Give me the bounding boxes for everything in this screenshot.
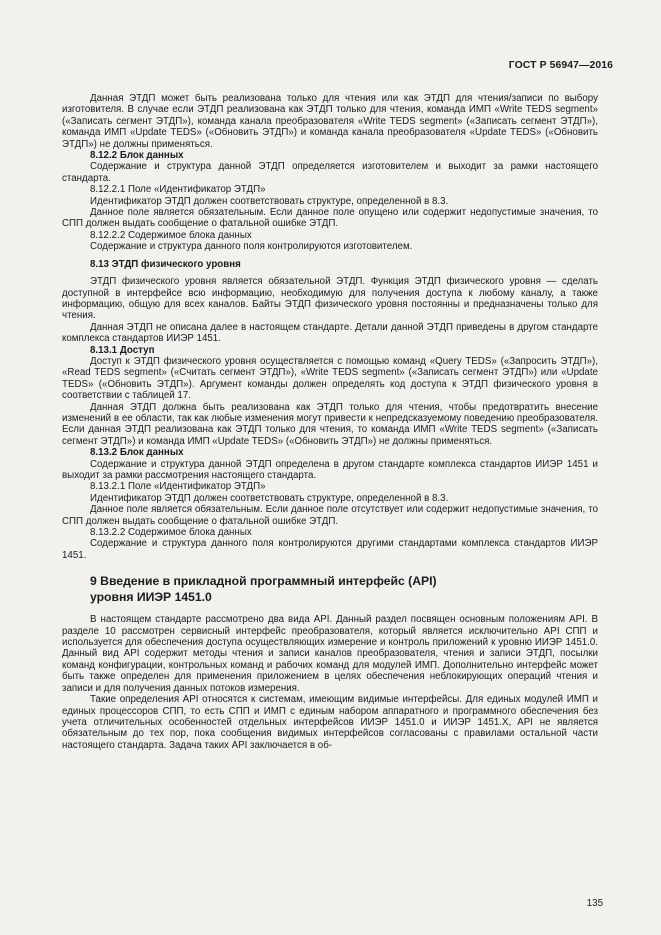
chapter-heading	[62, 573, 598, 605]
paragraph: Данная ЭТДП должна быть реализована как ЭТДП только для чтения, чтобы предотвратить внесение изменений в ее области, так как любые изменения могут привести к непредсказуемому поведению преобразователя. Если данная ЭТДП реализована как ЭТДП только для чтения, то команда ИМП «Write TEDS segment» («Записать сегмент ЭТДП») и команда ИМП «Update TEDS» («Обновить ЭТДП») не должны применяться.	[62, 401, 598, 447]
chapter-title-line1: 9 Введение в прикладной программный интерфейс (API)	[90, 574, 437, 589]
paragraph: В настоящем стандарте рассмотрено два вида API. Данный раздел посвящен основным положениям API. В разделе 10 рассмотрен сервисный интерфейс преобразователя, который является исключительно API СПП и используется для обеспечения доступа осуществляющих измерение и контроль приложений к уровню ИИЭР 1451.0. Данный вид API содержит методы чтения и записи каналов преобразователя, чтения и записи ЭТДП, посылки команд конфигурации, контрольных команд и рабочих команд для модулей ИМП. Дополнительно интерфейс может быть также определен для применения приложением в целях обеспечения неблокирующих операций чтения и записи и для получения данных потоков измерения.	[62, 614, 598, 694]
paragraph: ЭТДП физического уровня является обязательной ЭТДП. Функция ЭТДП физического уровня — сделать доступной в интерфейсе всю информацию, необходимую для получения доступа к любому каналу, а также информацию, общую для всех каналов. Байты ЭТДП физического уровня постоянны и предназначены только для чтения.	[62, 276, 598, 322]
paragraph: Данное поле является обязательным. Если данное поле отсутствует или содержит недопустимые значения, то СПП должен выдать сообщение о фатальной ошибке ЭТДП.	[62, 504, 598, 527]
page-number: 135	[586, 898, 603, 909]
paragraph: Данное поле является обязательным. Если данное поле опущено или содержит недопустимые значения, то СПП должен выдать сообщение о фатальной ошибке ЭТДП.	[62, 207, 598, 230]
paragraph: Доступ к ЭТДП физического уровня осуществляется с помощью команд «Query TEDS» («Запросить ЭТДП»), «Read TEDS segment» («Считать сегмент ЭТДП»), «Write TEDS segment» («Записать сегмент ЭТДП») или «Update TEDS» («Обновить ЭТДП»). Аргумент команды должен определять код доступа к ЭТДП физического уровня в соответствии с таблицей 17.	[62, 355, 598, 402]
section-heading: 8.13 ЭТДП физического уровня	[90, 258, 241, 270]
clause-heading: 8.12.2.2 Содержимое блока данных	[90, 229, 252, 241]
clause-heading: 8.13.2.1 Поле «Идентификатор ЭТДП»	[90, 481, 266, 493]
subsection-heading: 8.13.1 Доступ	[90, 344, 155, 356]
paragraph: Такие определения API относятся к системам, имеющим видимые интерфейсы. Для единых модулей ИМП и единых процессоров СПП, то есть СПП и ИМП с единым набором аппаратного и программного обеспечения без учета отличительных особенностей отдельных интерфейсов ИИЭР 1451.0 и ИИЭР 1451.X, API не является обязательным до тех пор, пока сообщения видимых интерфейсов согласованы с правилами остальной части настоящего стандарта. Задача таких API заключается в об-	[62, 694, 598, 751]
chapter-title-line2: уровня ИИЭР 1451.0	[90, 590, 212, 605]
paragraph: Данная ЭТДП может быть реализована только для чтения или как ЭТДП для чтения/записи по выбору изготовителя. В случае если ЭТДП реализована как ЭТДП только для чтения, команда ИМП «Write TEDS segment» («Записать сегмент ЭТДП»), команда канала преобразователя «Write TEDS segment» («Записать сегмент ЭТДП»), команда ИМП «Update TEDS» («Обновить ЭТДП») и команда канала преобразователя «Update TEDS» («Обновить ЭТДП») не должны применяться.	[62, 93, 598, 150]
subsection-heading: 8.12.2 Блок данных	[90, 150, 184, 162]
paragraph: Содержание и структура данного поля контролируются другими стандартами комплекса стандартов ИИЭР 1451.	[62, 538, 598, 561]
paragraph: Содержание и структура данной ЭТДП определяется изготовителем и выходит за рамки настоящего стандарта.	[62, 161, 598, 184]
paragraph: Данная ЭТДП не описана далее в настоящем стандарте. Детали данной ЭТДП приведены в другом стандарте комплекса стандартов ИИЭР 1451.	[62, 321, 598, 345]
subsection-heading: 8.13.2 Блок данных	[90, 447, 184, 459]
clause-heading: 8.12.2.1 Поле «Идентификатор ЭТДП»	[90, 184, 266, 196]
paragraph: Содержание и структура данного поля контролируются изготовителем.	[90, 241, 413, 253]
paragraph: Содержание и структура данной ЭТДП определена в другом стандарте комплекса стандартов ИИЭР 1451 и выходит за рамки рассмотрения настоящего стандарта.	[62, 458, 598, 481]
standard-header: ГОСТ Р 56947—2016	[508, 60, 613, 71]
clause-heading: 8.13.2.2 Содержимое блока данных	[90, 527, 252, 539]
paragraph: Идентификатор ЭТДП должен соответствовать структуре, определенной в 8.3.	[90, 492, 449, 504]
paragraph: Идентификатор ЭТДП должен соответствовать структуре, определенной в 8.3.	[90, 195, 449, 207]
document-body	[62, 93, 598, 751]
